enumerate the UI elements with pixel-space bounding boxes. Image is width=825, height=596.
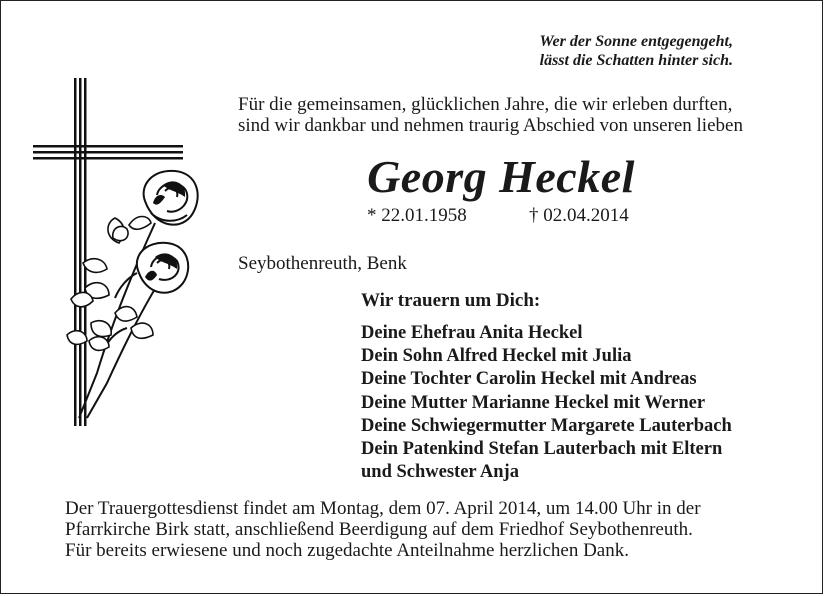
intro-text: [238, 94, 798, 136]
mourner-line: Deine Ehefrau Anita Heckel: [361, 323, 583, 343]
intro-line-2: sind wir dankbar und nehmen traurig Abschied von unseren lieben: [238, 115, 743, 136]
mourner-line: Deine Schwiegermutter Margarete Lauterbach: [361, 415, 732, 436]
mourner-line: Dein Patenkind Stefan Lauterbach mit Eltern: [361, 439, 723, 460]
footer-line-1: Der Trauergottesdienst findet am Montag, dem 07. April 2014, um 14.00 Uhr in der: [65, 498, 701, 519]
deceased-name: Georg Heckel: [367, 151, 635, 202]
mourner-line: und Schwester Anja: [361, 462, 519, 483]
motto-quote: [431, 32, 733, 70]
mourner-line: Dein Sohn Alfred Heckel mit Julia: [361, 346, 632, 367]
death-date: † 02.04.2014: [529, 205, 629, 226]
mourners-heading: Wir trauern um Dich:: [361, 290, 541, 311]
mourners-list: [361, 322, 732, 484]
mourner-line: Deine Tochter Carolin Heckel mit Andreas: [361, 369, 697, 390]
footer-line-2: Pfarrkirche Birk statt, anschließend Beerdigung auf dem Friedhof Seybothenreuth.: [65, 519, 693, 540]
footer-line-3: Für bereits erwiesene und noch zugedachte Anteilnahme herzlichen Dank.: [65, 540, 629, 561]
motto-line-2: lässt die Schatten hinter sich.: [539, 52, 733, 69]
birth-date: * 22.01.1958: [367, 205, 467, 226]
motto-line-1: Wer der Sonne entgegengeht,: [539, 33, 733, 50]
mourner-line: Deine Mutter Marianne Heckel mit Werner: [361, 392, 706, 413]
place-of-residence: Seybothenreuth, Benk: [238, 253, 407, 274]
funeral-information: [65, 498, 805, 561]
intro-line-1: Für die gemeinsamen, glücklichen Jahre, die wir erleben durften,: [238, 94, 733, 115]
cross-with-roses-icon: [27, 73, 227, 433]
